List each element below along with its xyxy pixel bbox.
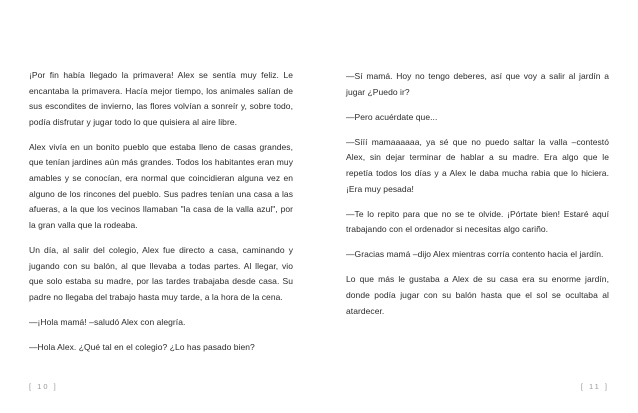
dialogue-line: —Gracias mamá –dijo Alex mientras corría contento hacia el jardín. <box>346 249 604 260</box>
dialogue-line: —Sí mamá. Hoy no tengo deberes, así que voy a salir al jardín a jugar ¿Puedo ir? <box>346 71 609 97</box>
paragraph: Lo que más le gustaba a Alex de su casa era su enorme jardín, donde podía jugar con su balón hasta que el sol se ocultaba al atardecer. <box>346 274 609 316</box>
right-page-text <box>346 69 609 329</box>
page-number-left: [ 10 ] <box>29 382 58 391</box>
paragraph: Un día, al salir del colegio, Alex fue directo a casa, caminando y jugando con su balón, al que llevaba a todas partes. Al llegar, vio que solo estaba su madre, por las tardes trabajaba desde casa. Su padre no llegaba del trabajo hasta muy tarde, a la hora de la cena. <box>29 244 293 302</box>
paragraph: ¡Por fin había llegado la primavera! Alex se sentía muy feliz. Le encantaba la primavera. Hacía mejor tiempo, los animales salían de sus escondites de invierno, las flores volvían a sonreír y, sobre todo, podía disfrutar y jugar todo lo que quisiera al aire libre. <box>29 70 293 127</box>
left-page-text <box>29 68 293 365</box>
paragraph: Alex vivía en un bonito pueblo que estaba lleno de casas grandes, que tenían jardines aún más grandes. Todos los habitantes eran muy amables y se conocían, era normal que coincidieran alguna vez en alguno de los rincones del pueblo. Sus padres tenían una casa a las afueras, a la que los vecinos llamaban "la casa de la valla azul", por la gran valla que la rodeaba. <box>29 141 293 230</box>
dialogue-line: —¡Hola mamá! –saludó Alex con alegría. <box>29 316 186 327</box>
dialogue-line: —Sííí mamaaaaaa, ya sé que no puedo saltar la valla –contestó Alex, sin dejar terminar de hablar a su madre. Era algo que le repetía todos los días y a Alex le daba mucha rabia que lo hiciera. ¡Era muy pesada! <box>346 136 609 194</box>
dialogue-line: —Hola Alex. ¿Qué tal en el colegio? ¿Lo has pasado bien? <box>29 341 255 352</box>
dialogue-line: —Te lo repito para que no se te olvide. ¡Pórtate bien! Estaré aquí trabajando con el ordenador si necesitas algo cariño. <box>346 208 609 235</box>
page-number-right: [ 11 ] <box>580 382 609 391</box>
dialogue-line: —Pero acuérdate que... <box>346 111 438 122</box>
